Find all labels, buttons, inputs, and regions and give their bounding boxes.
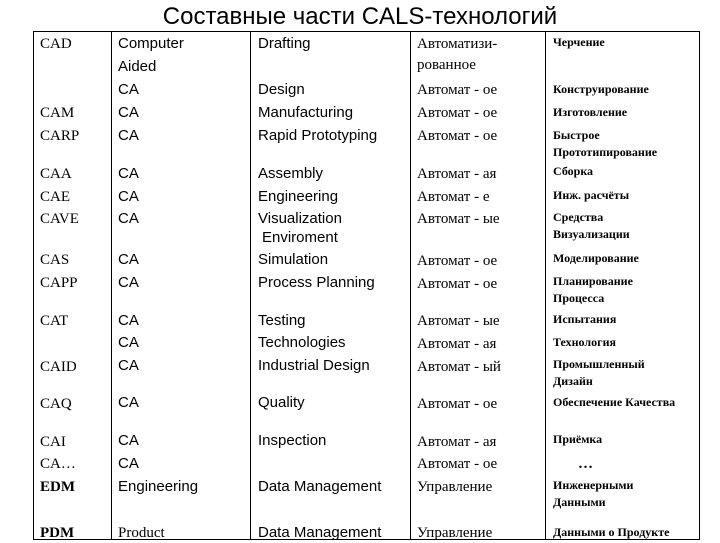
table-cell-term: CA [118,165,139,182]
table-cell-meaning: Дизайн [553,374,593,388]
table-cell-english: Manufacturing [258,104,354,121]
table-cell-english: Testing [258,312,306,329]
table-cell-term: CA [118,81,139,98]
table-cell-abbrev: CAA [40,166,72,182]
table-cell-russian: Автомат - ая [417,434,497,450]
table-cell-meaning: Испытания [553,312,617,326]
table-cell-meaning: Моделирование [553,251,639,265]
table-cell-abbrev: CAI [40,434,66,450]
table-cell-meaning: Средства [553,210,604,224]
table-cell-meaning: Обеспечение Качества [553,395,676,409]
table-cell-term: Computer [118,35,184,52]
table-cell-meaning: Технология [553,335,616,349]
table-cell-term: CA [118,312,139,329]
table-cell-term: CA [118,188,139,205]
table-cell-russian: Автоматизи- [417,36,498,52]
table-cell-russian: Автомат - ое [417,253,498,269]
table-cell-meaning: Прототипирование [553,145,658,159]
page-title: Составные части CALS-технологий [162,3,558,30]
table-cell-english: Quality [258,394,305,411]
table-cell-term: CA [118,210,139,227]
table-cell-abbrev: CAS [40,252,70,268]
table-cell-russian: Автомат - ое [417,396,498,412]
table-cell-meaning: Конструирование [553,82,649,96]
table-cell-meaning: … [578,456,593,472]
table-cell-meaning: Процесса [553,291,605,305]
table-cell-term: CA [118,432,139,449]
table-cell-term: Aided [118,58,157,75]
table-cell-meaning: Визуализации [553,227,630,241]
table-cell-english: Enviroment [262,229,338,246]
table-cell-abbrev: CA… [40,456,76,472]
table-cell-term: CA [118,104,139,121]
table-cell-russian: Управление [417,525,493,541]
table-cell-english: Simulation [258,251,329,268]
table-cell-term: CA [118,274,139,291]
table-cell-meaning: Сборка [553,164,594,178]
table-cell-english: Drafting [258,35,311,52]
table-cell-english: Assembly [258,165,324,182]
table-border-left [33,31,34,540]
table-cell-english: Engineering [258,188,339,205]
table-cell-english: Industrial Design [258,357,370,374]
table-cell-russian: Автомат - ое [417,105,498,121]
table-cell-abbrev: CAPP [40,275,78,291]
table-cell-russian: Автомат - ое [417,456,498,472]
table-cell-abbrev: CAID [40,359,77,375]
table-cell-english: Rapid Prototyping [258,127,378,144]
table-cell-term: CA [118,394,139,411]
table-cell-term: CA [118,334,139,351]
column-divider [545,31,546,540]
table-border-top [33,31,699,32]
table-cell-russian: Автомат - ые [417,313,500,329]
table-cell-russian: Автомат - ое [417,82,498,98]
table-cell-term: Engineering [118,478,199,495]
table-cell-russian: Управление [417,479,493,495]
table-cell-term: CA [118,455,139,472]
table-cell-english: Data Management [258,524,382,541]
table-cell-russian: Автомат - ая [417,336,497,352]
table-cell-abbrev: CAD [40,36,72,52]
table-cell-english: Visualization [258,210,342,227]
table-cell-term: Product [118,525,165,541]
table-cell-russian: Автомат - ые [417,211,500,227]
table-cell-english: Technologies [258,334,346,351]
column-divider [250,31,251,540]
table-cell-abbrev: CARP [40,128,80,144]
table-cell-english: Design [258,81,305,98]
column-divider [410,31,411,540]
table-cell-abbrev: CAQ [40,396,72,412]
table-cell-abbrev: CAE [40,189,70,205]
table-cell-abbrev: CAVE [40,211,79,227]
table-cell-abbrev: EDM [40,479,75,495]
table-cell-abbrev: CAT [40,313,69,329]
table-cell-term: CA [118,251,139,268]
table-cell-meaning: Планирование [553,274,633,288]
table-cell-russian: Автомат - ый [417,359,501,375]
table-cell-meaning: Инж. расчёты [553,188,630,202]
table-cell-meaning: Приёмка [553,432,603,446]
table-cell-meaning: Данными [553,495,606,509]
table-border-right [699,31,700,540]
table-cell-meaning: Черчение [553,35,605,49]
table-cell-russian: Автомат - ое [417,128,498,144]
table-cell-russian: рованное [417,57,476,73]
table-cell-abbrev: CAM [40,105,75,121]
table-cell-abbrev: PDM [40,525,75,541]
table-cell-meaning: Промышленный [553,357,645,371]
table-cell-russian: Автомат - ая [417,166,497,182]
table-cell-english: Inspection [258,432,327,449]
table-cell-meaning: Данными о Продукте [553,525,670,539]
table-cell-english: Process Planning [258,274,375,291]
column-divider [111,31,112,540]
table-cell-russian: Автомат - ое [417,276,498,292]
table-cell-english: Data Management [258,478,382,495]
table-cell-meaning: Быстрое [553,128,600,142]
table-cell-meaning: Инженерными [553,478,634,492]
table-cell-meaning: Изготовление [553,105,628,119]
table-cell-term: CA [118,127,139,144]
table-cell-russian: Автомат - е [417,189,490,205]
table-cell-term: CA [118,357,139,374]
